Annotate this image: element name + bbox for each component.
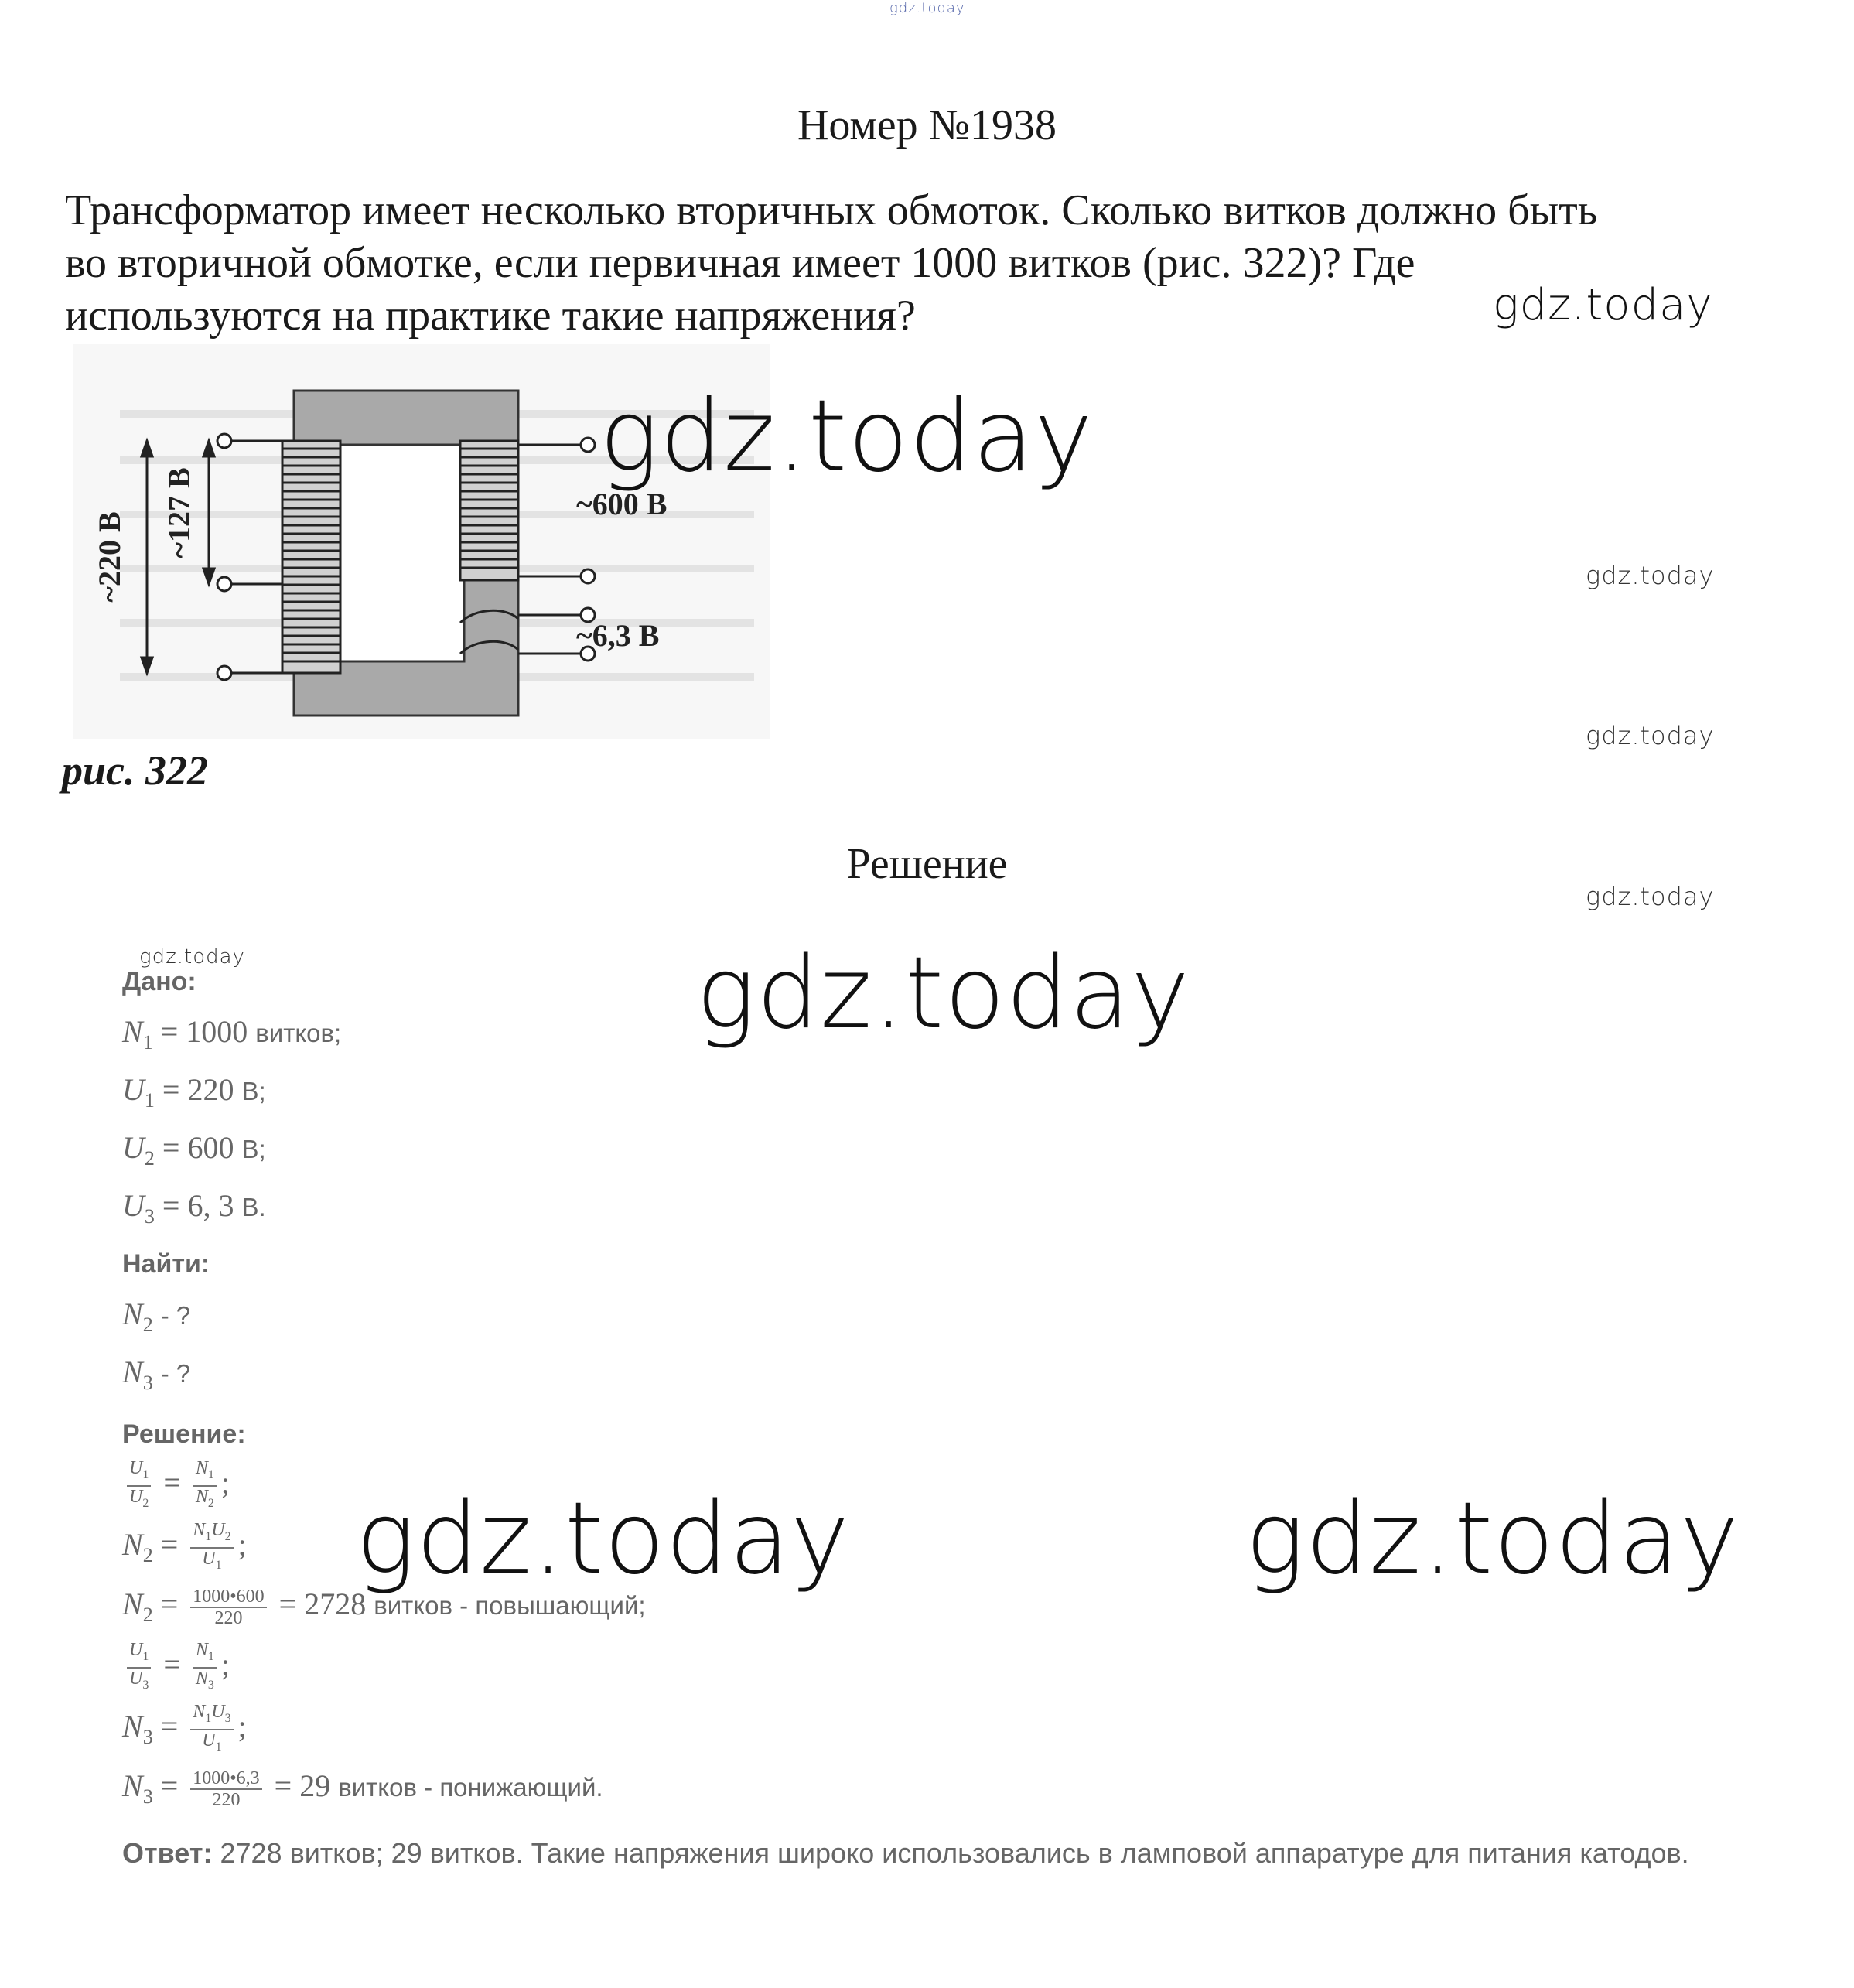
primary-winding (282, 441, 340, 673)
watermark: gdz.today (1586, 561, 1715, 590)
formula-n2: $N_2$ = $\frac{N_1U_2}{U_1}$ ; (122, 1520, 247, 1572)
watermark: gdz.today (1586, 721, 1715, 750)
given-label: Дано: (122, 967, 196, 996)
watermark: gdz.today (696, 936, 1190, 1051)
watermark: gdz.today (1493, 280, 1713, 330)
given-u1: $U_1 = 220$ В; (122, 1072, 266, 1112)
watermark: gdz.today (599, 379, 1094, 494)
find-n2: $N_2$ - ? (122, 1296, 191, 1336)
page-title: Номер №1938 (797, 101, 1057, 149)
task-line-1: Трансформатор имеет несколько вторичных обмоток. Сколько витков должно быть (65, 186, 1598, 234)
watermark: gdz.today (139, 945, 245, 968)
formula-n3: $N_3$ = $\frac{N_1U_3}{U_1}$ ; (122, 1702, 247, 1754)
label-6-3v: ~6,3 В (576, 618, 660, 653)
watermark: gdz.today (889, 0, 965, 16)
label-600v: ~600 В (576, 487, 668, 521)
formula-ratio-1: $\frac{U_1}{U_2}$ = $\frac{N_1}{N_2}$ ; (122, 1458, 230, 1514)
secondary-winding (460, 441, 518, 580)
calc-n2: $N_2$ = $\frac{1000•600}{220}$ = 2728 витков - повышающий; (122, 1586, 646, 1628)
watermark: gdz.today (356, 1481, 850, 1597)
formula-ratio-2: $\frac{U_1}{U_3}$ = $\frac{N_1}{N_3}$ ; (122, 1640, 230, 1696)
solve-label: Решение: (122, 1419, 246, 1449)
given-n1: $N_1 = 1000$ витков; (122, 1014, 342, 1054)
watermark: gdz.today (1245, 1481, 1740, 1597)
find-n3: $N_3$ - ? (122, 1354, 191, 1394)
task-line-3: используются на практике такие напряжения? (65, 292, 916, 340)
task-line-2: во вторичной обмотке, если первичная имеет 1000 витков (рис. 322)? Где (65, 239, 1415, 287)
watermark: gdz.today (1586, 882, 1715, 911)
label-127v: ~127 В (162, 467, 196, 558)
solution-heading: Решение (846, 840, 1008, 888)
given-u3: $U_3 = 6$, 3 В. (122, 1188, 266, 1228)
answer: Ответ: 2728 витков; 29 витков. Такие напряжения широко использовались в ламповой аппаратуре для питания катодов. (122, 1837, 1689, 1869)
label-220v: ~220 В (92, 511, 127, 603)
find-label: Найти: (122, 1249, 210, 1279)
figure-caption: рис. 322 (62, 747, 208, 794)
given-u2: $U_2 = 600$ В; (122, 1130, 266, 1170)
calc-n3: $N_3$ = $\frac{1000•6,3}{220}$ = 29 витков - понижающий. (122, 1768, 603, 1810)
